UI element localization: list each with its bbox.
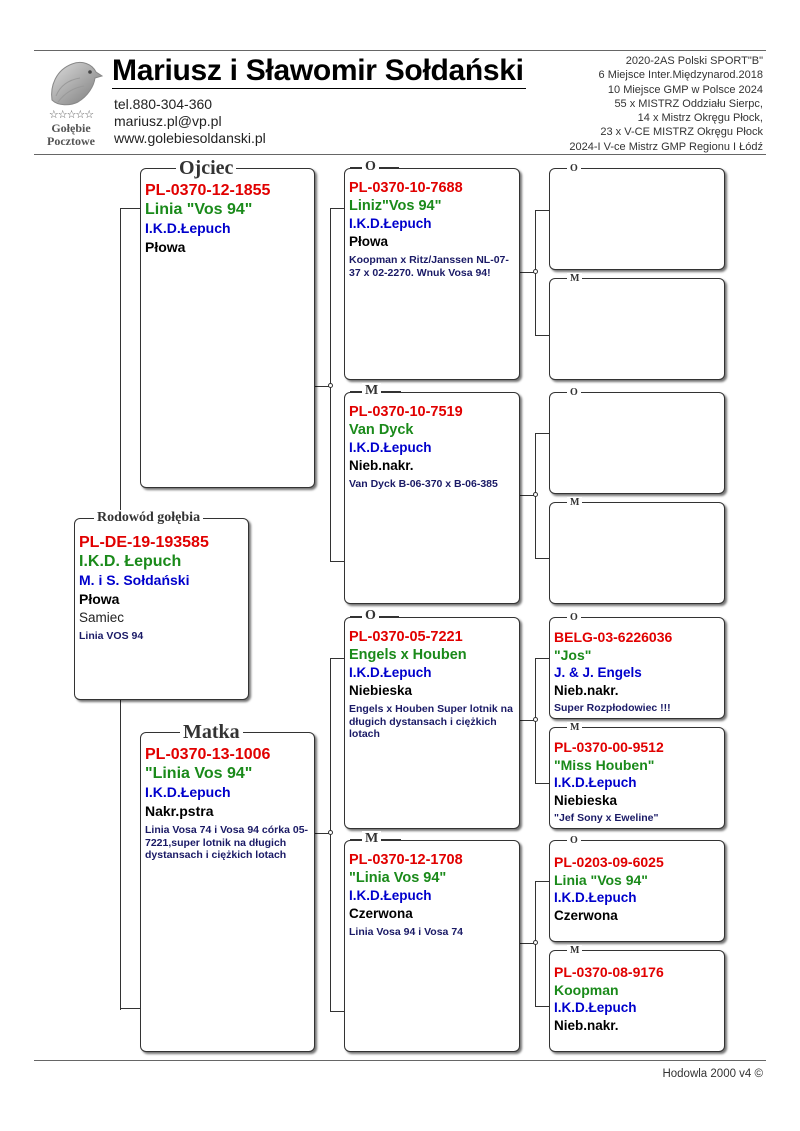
fff-legend-text: O: [567, 163, 581, 174]
connector: [535, 658, 550, 659]
mfm-breeder: I.K.D.Łepuch: [554, 775, 637, 790]
award-item: 23 x V-CE MISTRZ Okręgu Płock: [600, 126, 763, 139]
mm-ring: PL-0370-12-1708: [349, 852, 463, 868]
mmf-line: Linia "Vos 94": [554, 872, 648, 888]
ff-ring: PL-0370-10-7688: [349, 180, 463, 196]
mmm-line: Koopman: [554, 982, 619, 998]
ff-breeder: I.K.D.Łepuch: [349, 216, 432, 231]
father-legend-text: Ojciec: [176, 157, 236, 180]
ffm-card[interactable]: [549, 278, 725, 380]
fff-legend: [555, 162, 595, 174]
header-top-rule: [34, 50, 766, 51]
fmf-legend: [555, 386, 595, 398]
father-ring: PL-0370-12-1855: [145, 182, 271, 199]
pigeon-ring: PL-DE-19-193585: [79, 534, 209, 551]
mmf-card[interactable]: [549, 840, 725, 942]
mfm-card[interactable]: [549, 727, 725, 829]
mother-line: "Linia Vos 94": [145, 765, 253, 782]
pigeon-logo-icon: [42, 56, 104, 108]
connector: [120, 208, 140, 209]
mff-breeder: J. & J. Engels: [554, 665, 642, 680]
mf-card[interactable]: [344, 617, 520, 829]
connector-node: [328, 830, 333, 835]
connector: [120, 208, 121, 518]
mff-line: "Jos": [554, 647, 592, 663]
connector: [535, 881, 550, 882]
connector-node: [328, 383, 333, 388]
connector: [120, 700, 121, 1010]
awards-list: [569, 54, 763, 154]
ff-legend: [350, 159, 399, 175]
mmf-color: Czerwona: [554, 908, 618, 923]
email-link[interactable]: mariusz.pl@vp.pl: [114, 113, 222, 129]
connector: [535, 433, 550, 434]
ffm-legend: [555, 272, 596, 284]
father-color: Płowa: [145, 239, 186, 255]
mmm-color: Nieb.nakr.: [554, 1018, 619, 1033]
award-item: 14 x Mistrz Okręgu Płock,: [637, 112, 763, 125]
mother-notes: Linia Vosa 74 i Vosa 94 córka 05-7221,super lotnik na długich dystansach i ciężkich lotach: [145, 824, 309, 861]
father-legend: [146, 157, 266, 179]
mm-card[interactable]: [344, 840, 520, 1052]
fm-legend-text: M: [362, 383, 381, 399]
fm-ring: PL-0370-10-7519: [349, 404, 463, 420]
connector: [330, 208, 345, 209]
mm-notes: Linia Vosa 94 i Vosa 74: [349, 926, 463, 938]
mmm-legend: [555, 944, 596, 956]
mmm-card[interactable]: [549, 950, 725, 1052]
connector-node: [533, 269, 538, 274]
mff-legend: [555, 611, 595, 623]
award-item: 55 x MISTRZ Oddziału Sierpc,: [614, 97, 763, 110]
fmm-legend: [555, 496, 596, 508]
mm-color: Czerwona: [349, 906, 413, 921]
mfm-line: "Miss Houben": [554, 757, 655, 773]
mother-breeder: I.K.D.Łepuch: [145, 784, 231, 800]
fmm-legend-text: M: [567, 497, 582, 508]
fff-card[interactable]: [549, 168, 725, 270]
connector: [330, 658, 345, 659]
connector: [535, 335, 550, 336]
pigeon-card[interactable]: [74, 518, 249, 700]
mff-card[interactable]: [549, 617, 725, 719]
mf-color: Niebieska: [349, 683, 413, 698]
fmm-card[interactable]: [549, 502, 725, 604]
connector: [120, 1008, 140, 1009]
connector: [330, 561, 345, 562]
connector: [535, 210, 550, 211]
mff-color: Nieb.nakr.: [554, 683, 619, 698]
mmm-breeder: I.K.D.Łepuch: [554, 1000, 637, 1015]
mother-legend: [146, 721, 273, 743]
fmf-legend-text: O: [567, 387, 581, 398]
mff-legend-text: O: [567, 612, 581, 623]
connector: [535, 783, 550, 784]
stars-icon: ☆☆☆☆☆: [48, 108, 94, 121]
mf-line: Engels x Houben: [349, 647, 467, 663]
pigeon-legend-text: Rodowód gołębia: [94, 510, 203, 526]
mfm-notes: "Jef Sony x Eweline": [554, 812, 659, 824]
connector: [330, 658, 331, 1012]
mfm-ring: PL-0370-00-9512: [554, 739, 664, 755]
mother-color: Nakr.pstra: [145, 803, 214, 819]
logo-text-pocztowe: Pocztowe: [47, 134, 95, 148]
mmm-legend-text: M: [567, 945, 582, 956]
footer-credit: Hodowla 2000 v4 ©: [662, 1068, 763, 1080]
pigeon-notes: Linia VOS 94: [79, 630, 144, 642]
pigeon-sex: Samiec: [79, 610, 125, 625]
mfm-color: Niebieska: [554, 793, 618, 808]
header-bottom-rule: [34, 154, 766, 155]
footer-rule: [34, 1060, 766, 1061]
ff-color: Płowa: [349, 234, 389, 249]
mfm-legend-text: M: [567, 722, 582, 733]
connector-node: [533, 717, 538, 722]
father-line: Linia "Vos 94": [145, 201, 253, 218]
mf-notes: Engels x Houben Super lotnik na długich dystansach i ciężkich lotach: [349, 703, 513, 740]
mmf-legend: [555, 834, 595, 846]
mmf-breeder: I.K.D.Łepuch: [554, 890, 637, 905]
fm-breeder: I.K.D.Łepuch: [349, 440, 432, 455]
website-link[interactable]: www.golebiesoldanski.pl: [114, 130, 266, 146]
mmm-ring: PL-0370-08-9176: [554, 964, 664, 980]
ff-legend-text: O: [362, 159, 379, 175]
mf-legend: [350, 608, 399, 624]
mother-card[interactable]: [140, 732, 315, 1052]
mff-notes: Super Rozpłodowiec !!!: [554, 702, 671, 714]
award-item: 2024-I V-ce Mistrz GMP Regionu I Łódź: [569, 140, 763, 153]
fm-card[interactable]: [344, 392, 520, 604]
father-breeder: I.K.D.Łepuch: [145, 220, 231, 236]
award-item: 10 Miejsce GMP w Polsce 2024: [607, 83, 763, 96]
connector-node: [533, 492, 538, 497]
ff-notes: Koopman x Ritz/Janssen NL-07-37 x 02-2270. Wnuk Vosa 94!: [349, 254, 509, 279]
mm-line: "Linia Vos 94": [349, 870, 447, 886]
fm-notes: Van Dyck B-06-370 x B-06-385: [349, 478, 498, 490]
pigeon-line: I.K.D. Łepuch: [79, 553, 182, 570]
mm-legend-text: M: [362, 831, 381, 847]
mm-breeder: I.K.D.Łepuch: [349, 888, 432, 903]
owner-name: Mariusz i Sławomir Sołdański: [112, 54, 524, 87]
mf-breeder: I.K.D.Łepuch: [349, 665, 432, 680]
pigeon-color: Płowa: [79, 591, 120, 607]
mf-ring: PL-0370-05-7221: [349, 629, 463, 645]
owner-underline: [112, 88, 526, 89]
mother-legend-text: Matka: [180, 721, 243, 744]
fmf-card[interactable]: [549, 392, 725, 494]
father-card[interactable]: [140, 168, 315, 488]
award-item: 2020-2AS Polski SPORT"B": [625, 55, 763, 67]
fm-legend: [350, 383, 401, 399]
ff-card[interactable]: [344, 168, 520, 380]
connector: [535, 558, 550, 559]
pigeon-legend: [80, 509, 219, 527]
logo: [34, 56, 108, 148]
mfm-legend: [555, 721, 596, 733]
mff-ring: BELG-03-6226036: [554, 629, 673, 645]
pigeon-breeder: M. i S. Sołdański: [79, 572, 190, 588]
mmf-ring: PL-0203-09-6025: [554, 854, 664, 870]
mmf-legend-text: O: [567, 835, 581, 846]
ff-line: Liniz"Vos 94": [349, 198, 442, 214]
ffm-legend-text: M: [567, 273, 582, 284]
mf-legend-text: O: [362, 608, 379, 624]
mm-legend: [350, 831, 401, 847]
logo-text-golebie: Gołębie: [51, 121, 91, 135]
connector: [330, 1011, 345, 1012]
fm-line: Van Dyck: [349, 422, 414, 438]
connector-node: [533, 940, 538, 945]
connector: [535, 1006, 550, 1007]
award-item: 6 Miejsce Inter.Międzynarod.2018: [598, 69, 763, 82]
mother-ring: PL-0370-13-1006: [145, 746, 271, 763]
phone: tel.880-304-360: [114, 96, 213, 112]
fm-color: Nieb.nakr.: [349, 458, 414, 473]
